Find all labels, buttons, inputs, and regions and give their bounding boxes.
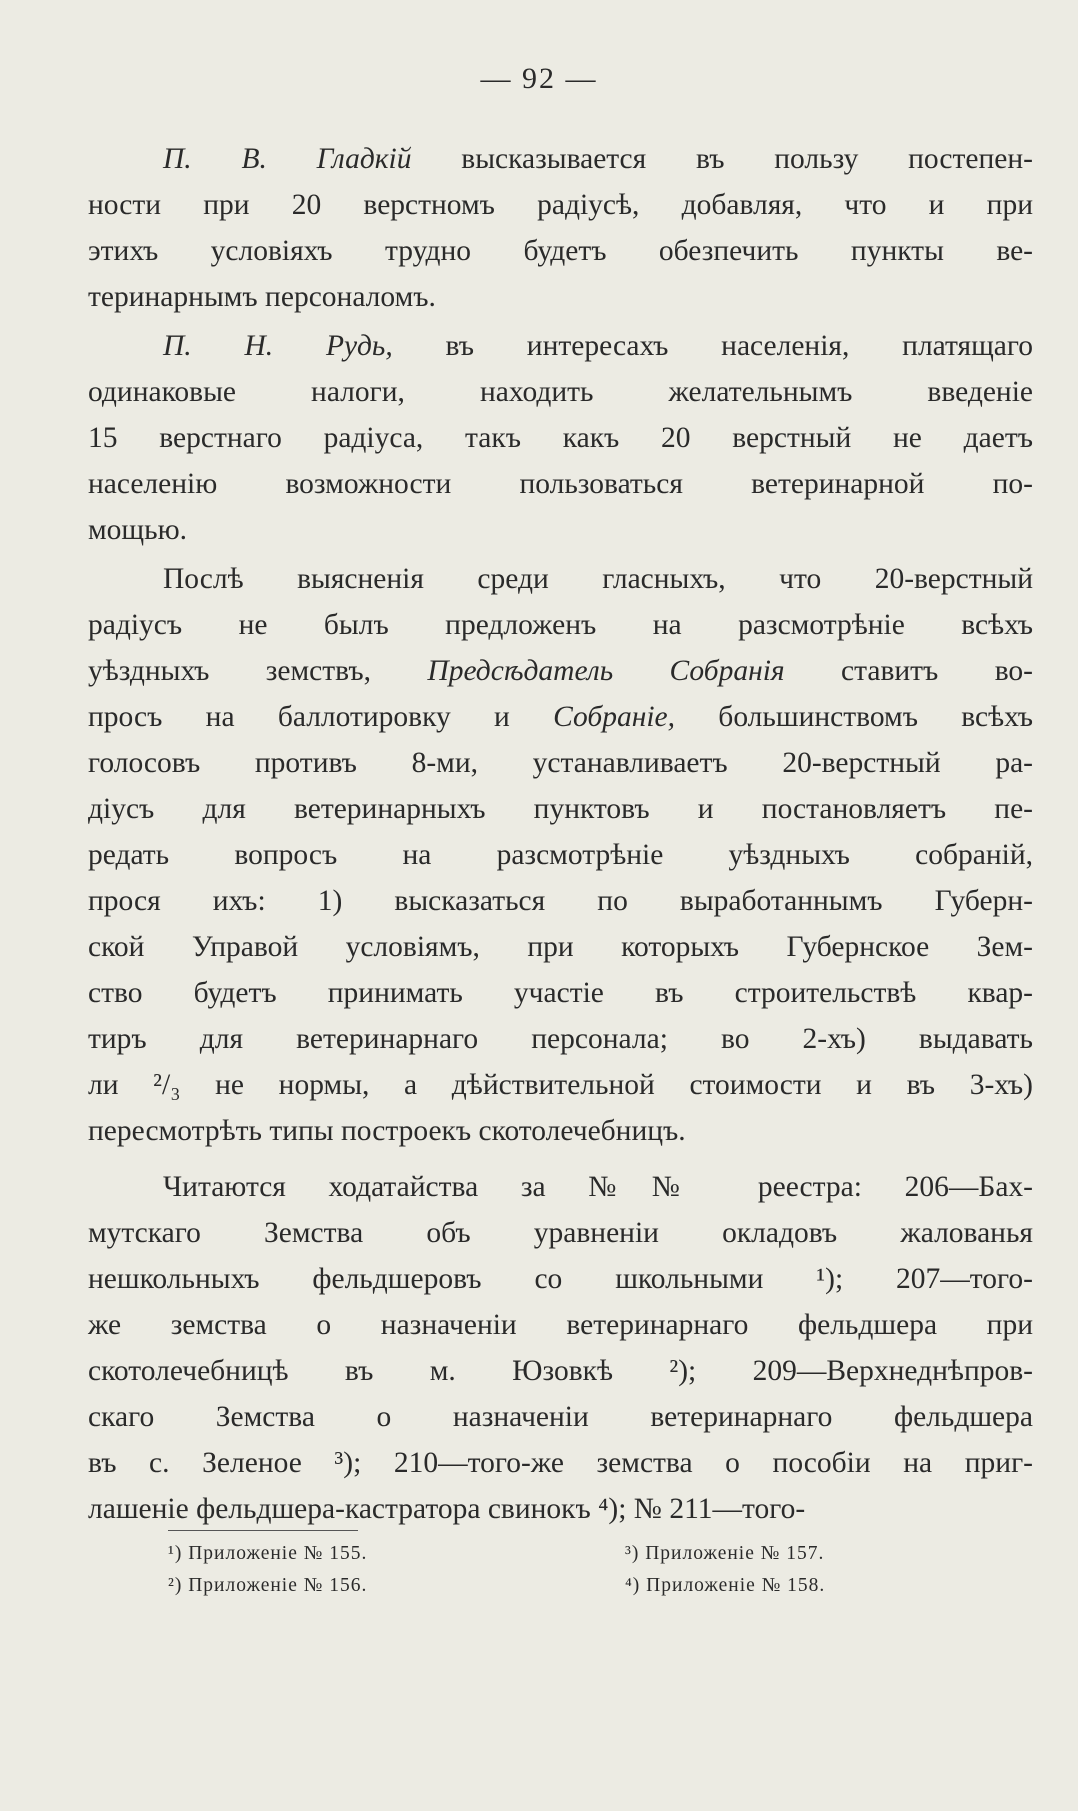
footnote-text: Приложеніе № 158. [640, 1575, 826, 1596]
italic-name: П. Н. Рудь, [163, 330, 393, 362]
paragraph-3 [88, 556, 1033, 1154]
text-line [88, 1164, 1033, 1210]
text-line [88, 274, 1033, 320]
text-run: голосовъ противъ 8-ми, устанавливаетъ 20-верстный ра- [88, 747, 1033, 779]
text-line [88, 461, 1033, 507]
text-run: мощью. [88, 514, 188, 546]
text-line [88, 1394, 1033, 1440]
text-line [88, 415, 1033, 461]
text-line [88, 1108, 1033, 1154]
text-run: діусъ для ветеринарныхъ пунктовъ и постановляетъ пе- [88, 793, 1033, 825]
text-line [88, 182, 1033, 228]
paragraph-4 [88, 1164, 1033, 1532]
text-line [88, 1302, 1033, 1348]
footnote-3 [625, 1538, 824, 1570]
footnote-mark: ²) [168, 1575, 183, 1596]
text-run: населенію возможности пользоваться ветеринарной по- [88, 468, 1033, 500]
text-run: скотолечебницѣ въ м. Юзовкѣ ²); 209—Верхнеднѣпров- [88, 1355, 1033, 1387]
text-line [88, 228, 1033, 274]
text-line [88, 1348, 1033, 1394]
text-run: просъ на баллотировку и [88, 701, 554, 733]
text-run: ской Управой условіямъ, при которыхъ Губернское Зем- [88, 931, 1033, 963]
text-line [88, 740, 1033, 786]
text-line [88, 1440, 1033, 1486]
text-run: большинствомъ всѣхъ [675, 701, 1033, 733]
italic-name: П. В. Гладкій [163, 143, 412, 175]
text-run: же земства о назначеніи ветеринарнаго фельдшера при [88, 1309, 1033, 1341]
text-run: ности при 20 верстномъ радіусѣ, добавляя, что и при [88, 189, 1033, 221]
text-run: въ интересахъ населенія, платящаго [392, 330, 1033, 362]
text-run: ство будетъ принимать участіе въ строительствѣ квар- [88, 977, 1033, 1009]
footnote-text: Приложеніе № 156. [182, 1575, 368, 1596]
text-run: лашеніе фельдшера-кастратора свинокъ ⁴); № 211—того- [88, 1493, 806, 1525]
text-line [88, 924, 1033, 970]
footnote-text: Приложеніе № 155. [182, 1543, 368, 1564]
text-line [88, 1016, 1033, 1062]
text-run: этихъ условіяхъ трудно будетъ обезпечить пункты ве- [88, 235, 1033, 267]
text-run: 15 верстнаго радіуса, такъ какъ 20 верстный не даетъ [88, 422, 1033, 454]
text-run: Читаются ходатайства за №№ реестра: 206—Бах- [163, 1171, 1033, 1203]
text-line [88, 602, 1033, 648]
text-line [88, 1486, 1033, 1532]
text-line [88, 648, 1033, 694]
footnote-mark: ⁴) [625, 1575, 641, 1596]
text-line [88, 832, 1033, 878]
footnote-4 [625, 1570, 825, 1602]
footnote-mark: ¹) [168, 1543, 183, 1564]
text-run: пересмотрѣть типы построекъ скотолечебницъ. [88, 1115, 686, 1147]
text-line [88, 878, 1033, 924]
footnote-text: Приложеніе № 157. [639, 1543, 825, 1564]
text-run: одинаковые налоги, находить желательнымъ введеніе [88, 376, 1033, 408]
text-line [88, 556, 1033, 602]
footnote-2 [168, 1570, 367, 1602]
text-run: тиръ для ветеринарнаго персонала; во 2-хъ) выдавать [88, 1023, 1033, 1055]
text-line [88, 1210, 1033, 1256]
text-run: мутскаго Земства объ уравненіи окладовъ жалованья [88, 1217, 1033, 1249]
text-line [88, 1256, 1033, 1302]
text-line [88, 786, 1033, 832]
text-run: теринарнымъ персоналомъ. [88, 281, 436, 313]
text-run: прося ихъ: 1) высказаться по выработаннымъ Губерн- [88, 885, 1033, 917]
italic-name: Собраніе, [553, 701, 676, 733]
text-line [88, 507, 1033, 553]
page-number: — 92 — [480, 62, 598, 95]
text-line [88, 369, 1033, 415]
text-run: Послѣ выясненія среди гласныхъ, что 20-верстный [163, 563, 1033, 595]
text-line [88, 323, 1033, 369]
text-line [88, 970, 1033, 1016]
text-line [88, 136, 1033, 182]
text-run: радіусъ не былъ предложенъ на разсмотрѣніе всѣхъ [88, 609, 1033, 641]
text-run: ставитъ во- [784, 655, 1033, 687]
paragraph-2 [88, 323, 1033, 553]
text-line [88, 694, 1033, 740]
text-run: ли ²/₃ не нормы, а дѣйствительной стоимости и въ 3-хъ) [88, 1069, 1033, 1101]
footnote-separator [168, 1530, 358, 1531]
footnote-mark: ³) [625, 1543, 640, 1564]
text-line [88, 1062, 1033, 1108]
text-run: высказывается въ пользу постепен- [411, 143, 1033, 175]
footnote-1 [168, 1538, 367, 1570]
text-run: въ с. Зеленое ³); 210—того-же земства о пособіи на приг- [88, 1447, 1033, 1479]
paragraph-1 [88, 136, 1033, 320]
italic-name: Предсѣдатель Собранія [427, 655, 785, 687]
text-run: скаго Земства о назначеніи ветеринарнаго фельдшера [88, 1401, 1033, 1433]
text-run: уѣздныхъ земствъ, [88, 655, 428, 687]
text-run: редать вопросъ на разсмотрѣніе уѣздныхъ собраній, [88, 839, 1033, 871]
text-run: нешкольныхъ фельдшеровъ со школьными ¹); 207—того- [88, 1263, 1033, 1295]
